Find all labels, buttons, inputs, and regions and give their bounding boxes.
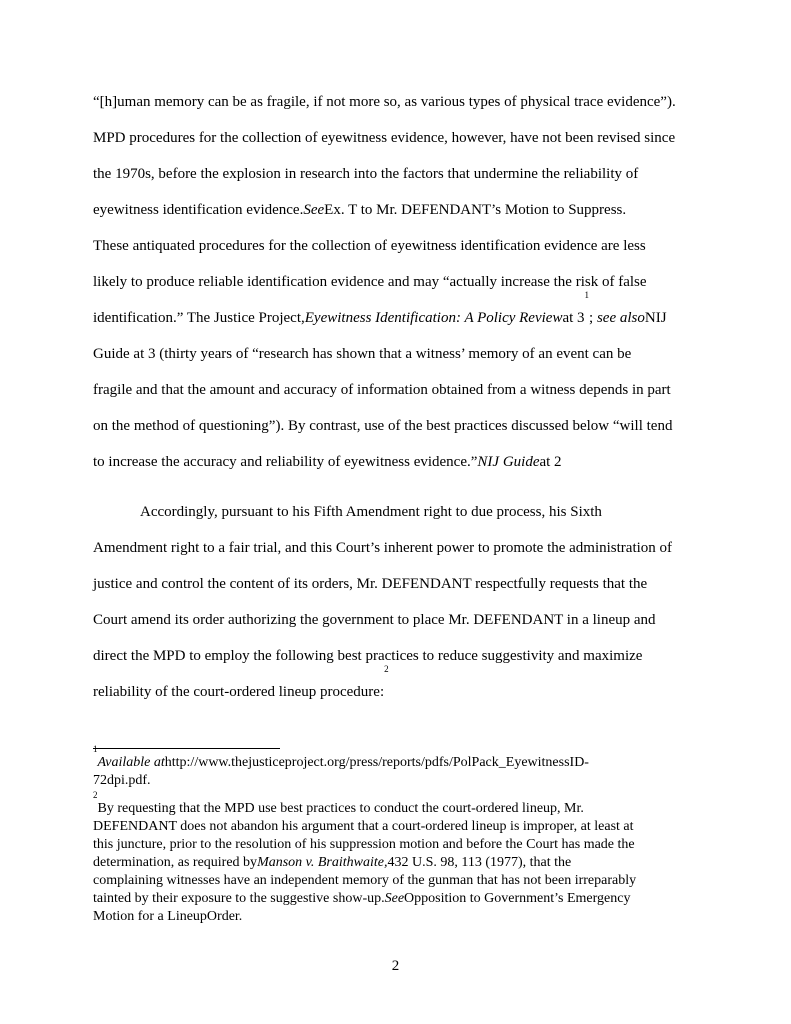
text-segment: Opposition to Government’s Emergency: [404, 891, 631, 906]
cited-title: Eyewitness Identification: A Policy Review: [304, 310, 563, 326]
text-line: direct the MPD to employ the following best practices to reduce suggestivity and maximize: [93, 648, 643, 664]
case-name: Manson v. Braithwaite,: [257, 855, 388, 870]
footnote-marker: 2: [93, 790, 98, 800]
text-line: Accordingly, pursuant to his Fifth Amendment right to due process, his Sixth: [140, 504, 602, 520]
footnote-line: Motion for a LineupOrder.: [93, 909, 243, 924]
footnote-reference-1[interactable]: 1: [584, 290, 590, 300]
text-line: Court amend its order authorizing the government to place Mr. DEFENDANT in a lineup and: [93, 612, 656, 628]
text-segment: tainted by their exposure to the suggestive show-up.: [93, 891, 385, 906]
text-line: MPD procedures for the collection of eyewitness evidence, however, have not been revised since: [93, 130, 676, 146]
text-segment: at 2: [539, 454, 562, 470]
footnote-separator: [93, 748, 280, 749]
body-paragraph-1: [93, 84, 705, 480]
text-line: likely to produce reliable identification evidence and may “actually increase the risk of false: [93, 274, 647, 290]
footnote-line: DEFENDANT does not abandon his argument that a court-ordered lineup is improper, at least at: [93, 819, 634, 834]
text-segment: NIJ: [644, 310, 667, 326]
footnote-1: [93, 744, 705, 790]
text-line: on the method of questioning”). By contrast, use of the best practices discussed below “will tend: [93, 418, 673, 434]
text-line: “[h]uman memory can be as fragile, if not more so, as various types of physical trace evidence”).: [93, 94, 676, 110]
text-segment: Ex. T to Mr. DEFENDANT’s Motion to Suppress.: [324, 202, 627, 218]
page-number: 2: [391, 958, 400, 974]
text-line: justice and control the content of its orders, Mr. DEFENDANT respectfully requests that the: [93, 576, 648, 592]
text-line: Guide at 3 (thirty years of “research has shown that a witness’ memory of an event can be: [93, 346, 632, 362]
text-segment: at 3: [562, 310, 585, 326]
citation-signal: See: [303, 202, 325, 218]
text-line: the 1970s, before the explosion in research into the factors that undermine the reliability of: [93, 166, 639, 182]
text-segment: determination, as required by: [93, 855, 258, 870]
footnote-line: [93, 790, 705, 818]
text-segment: eyewitness identification evidence.: [93, 202, 304, 218]
footnote-line: [93, 890, 705, 908]
footnote-line: [93, 744, 705, 772]
footnote-2: [93, 790, 705, 926]
footnote-line: complaining witnesses have an independent memory of the gunman that has not been irreparably: [93, 873, 637, 888]
footnote-line: 72dpi.pdf.: [93, 773, 151, 788]
text-line: fragile and that the amount and accuracy of information obtained from a witness depends in part: [93, 382, 671, 398]
text-segment: By requesting that the MPD use best practices to conduct the court-ordered lineup, Mr.: [97, 801, 584, 816]
text-segment: identification.” The Justice Project,: [93, 310, 305, 326]
text-line: Amendment right to a fair trial, and this Court’s inherent power to promote the administration of: [93, 540, 673, 556]
body-paragraph-2: [93, 494, 705, 710]
text-segment: ;: [589, 310, 597, 326]
citation-signal: See: [384, 891, 405, 906]
footnote-marker: 1: [93, 744, 98, 754]
text-segment: 432 U.S. 98, 113 (1977), that the: [387, 855, 572, 870]
text-line: [93, 290, 705, 336]
cited-title: NIJ Guide: [477, 454, 540, 470]
text-line: [93, 192, 705, 228]
text-line: [93, 444, 705, 480]
footnote-reference-2[interactable]: 2: [384, 664, 389, 674]
text-segment: reliability of the court-ordered lineup procedure:: [93, 684, 385, 700]
text-line: These antiquated procedures for the collection of eyewitness identification evidence are less: [93, 238, 646, 254]
text-segment: Available at: [97, 755, 165, 770]
footnote-line: [93, 854, 705, 872]
text-line: [93, 664, 705, 710]
text-segment: to increase the accuracy and reliability of eyewitness evidence.”: [93, 454, 478, 470]
footnotes-section: [93, 744, 705, 936]
citation-signal: see also: [596, 310, 645, 326]
footnote-line: this juncture, prior to the resolution of his suppression motion and before the Court has made the: [93, 837, 635, 852]
footnote-url[interactable]: http://www.thejusticeproject.org/press/reports/pdfs/PolPack_EyewitnessID-: [164, 755, 589, 770]
